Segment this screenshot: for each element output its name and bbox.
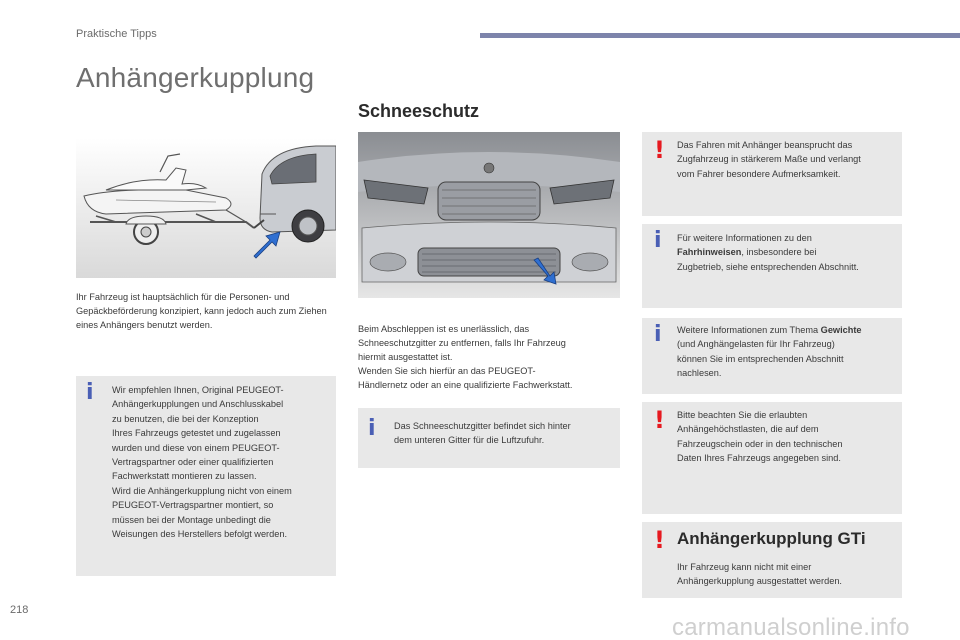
text-line xyxy=(677,245,897,259)
text-line: vom Fahrer besondere Aufmerksamkeit. xyxy=(677,168,841,179)
text-line: Das Schneeschutzgitter befindet sich hinter xyxy=(394,421,571,431)
text-line: Beim Abschleppen ist es unerlässlich, das xyxy=(358,324,530,334)
info-icon: i xyxy=(654,322,662,347)
warning-box-driving-text xyxy=(677,138,897,181)
text-line: Bitte beachten Sie die erlaubten xyxy=(677,410,808,420)
warning-box-loads-text xyxy=(677,408,897,466)
text-line: Fachwerkstatt montieren zu lassen. xyxy=(112,471,257,482)
warning-box-gti-text xyxy=(677,560,897,589)
text-line: Anhängehöchstlasten, die auf dem xyxy=(677,424,819,435)
text-line: zu benutzen, die bei der Konzeption xyxy=(112,413,259,424)
warning-box-loads xyxy=(642,402,902,514)
text-line: dem unteren Gitter für die Luftzufuhr. xyxy=(394,435,545,446)
text-line: Wir empfehlen Ihnen, Original PEUGEOT- xyxy=(112,385,284,395)
section-header-label: Praktische Tipps xyxy=(76,28,157,40)
text-line: Anhängerkupplungen und Anschlusskabel xyxy=(112,399,284,410)
text-line: Weisungen des Herstellers befolgt werden. xyxy=(112,529,287,540)
warning-icon: ! xyxy=(654,136,665,164)
info-icon: i xyxy=(368,416,376,441)
text-line: Fahrzeugschein oder in den technischen xyxy=(677,438,843,449)
text-line: müssen bei der Montage unbedingt die xyxy=(112,514,271,525)
warning-icon: ! xyxy=(654,406,665,434)
warning-box-driving xyxy=(642,132,902,216)
towing-paragraph xyxy=(358,322,620,392)
info-box-driving-hints xyxy=(642,224,902,308)
bold-term: Gewichte xyxy=(820,325,862,335)
warning-icon: ! xyxy=(654,526,665,554)
text-line: Wird die Anhängerkupplung nicht von einem xyxy=(112,485,292,496)
bold-term: Fahrhinweisen xyxy=(677,247,742,258)
section-title-schneeschutz: Schneeschutz xyxy=(358,101,480,121)
info-box-recommendation-text xyxy=(112,383,324,541)
text-fragment: Weitere Informationen zum Thema xyxy=(677,325,821,335)
text-line xyxy=(677,323,899,337)
text-line: Wenden Sie sich hierfür an das PEUGEOT- xyxy=(358,366,536,376)
text-fragment: , insbesondere bei xyxy=(741,247,817,258)
gti-box-title: Anhängerkupplung GTi xyxy=(677,529,866,548)
info-box-grille-text xyxy=(394,419,612,448)
info-box-weights xyxy=(642,318,902,394)
warning-box-gti xyxy=(642,522,902,598)
intro-paragraph: Ihr Fahrzeug ist hauptsächlich für die Personen- und Gepäckbeförderung konzipiert, kann jedoch auch zum Ziehen eines Anhängers benutzt werden. xyxy=(76,292,327,330)
text-line: Ihr Fahrzeug kann nicht mit einer xyxy=(677,562,812,572)
car-front-illustration xyxy=(358,132,620,298)
text-line: Anhängerkupplung ausgestattet werden. xyxy=(677,576,842,587)
info-box-driving-hints-text xyxy=(677,231,897,274)
text-line: Für weitere Informationen zu den xyxy=(677,233,812,243)
text-line: wurden und diese von einem PEUGEOT- xyxy=(112,442,280,453)
info-icon: i xyxy=(654,228,662,253)
text-line: Händlernetz oder an eine qualifizierte Fachwerkstatt. xyxy=(358,380,573,390)
text-line: Zugbetrieb, siehe entsprechenden Abschnitt. xyxy=(677,261,859,272)
page-title: Anhängerkupplung xyxy=(76,62,315,93)
trailer-illustration xyxy=(76,138,336,278)
page-number: 218 xyxy=(10,604,29,616)
text-line: hiermit ausgestattet ist. xyxy=(358,352,453,362)
watermark: carmanualsonline.info xyxy=(672,614,910,640)
text-line: können Sie im entsprechenden Abschnitt xyxy=(677,353,844,364)
text-line: Das Fahren mit Anhänger beansprucht das xyxy=(677,140,853,150)
text-line: nachlesen. xyxy=(677,368,722,379)
info-box-weights-text xyxy=(677,323,899,381)
text-line: Schneeschutzgitter zu entfernen, falls Ihr Fahrzeug xyxy=(358,338,566,348)
text-line: Vertragspartner oder einer qualifizierten xyxy=(112,457,274,468)
text-line: Daten Ihres Fahrzeugs angegeben sind. xyxy=(677,453,841,464)
text-line: Ihres Fahrzeugs getestet und zugelassen xyxy=(112,428,281,439)
info-icon: i xyxy=(86,380,94,405)
text-line: Zugfahrzeug in stärkerem Maße und verlangt xyxy=(677,154,861,165)
text-line: (und Anghängelasten für Ihr Fahrzeug) xyxy=(677,339,835,350)
info-box-recommendation xyxy=(76,376,336,576)
header-accent-bar xyxy=(480,33,960,38)
info-box-grille xyxy=(358,408,620,468)
text-line: PEUGEOT-Vertragspartner montiert, so xyxy=(112,500,274,511)
